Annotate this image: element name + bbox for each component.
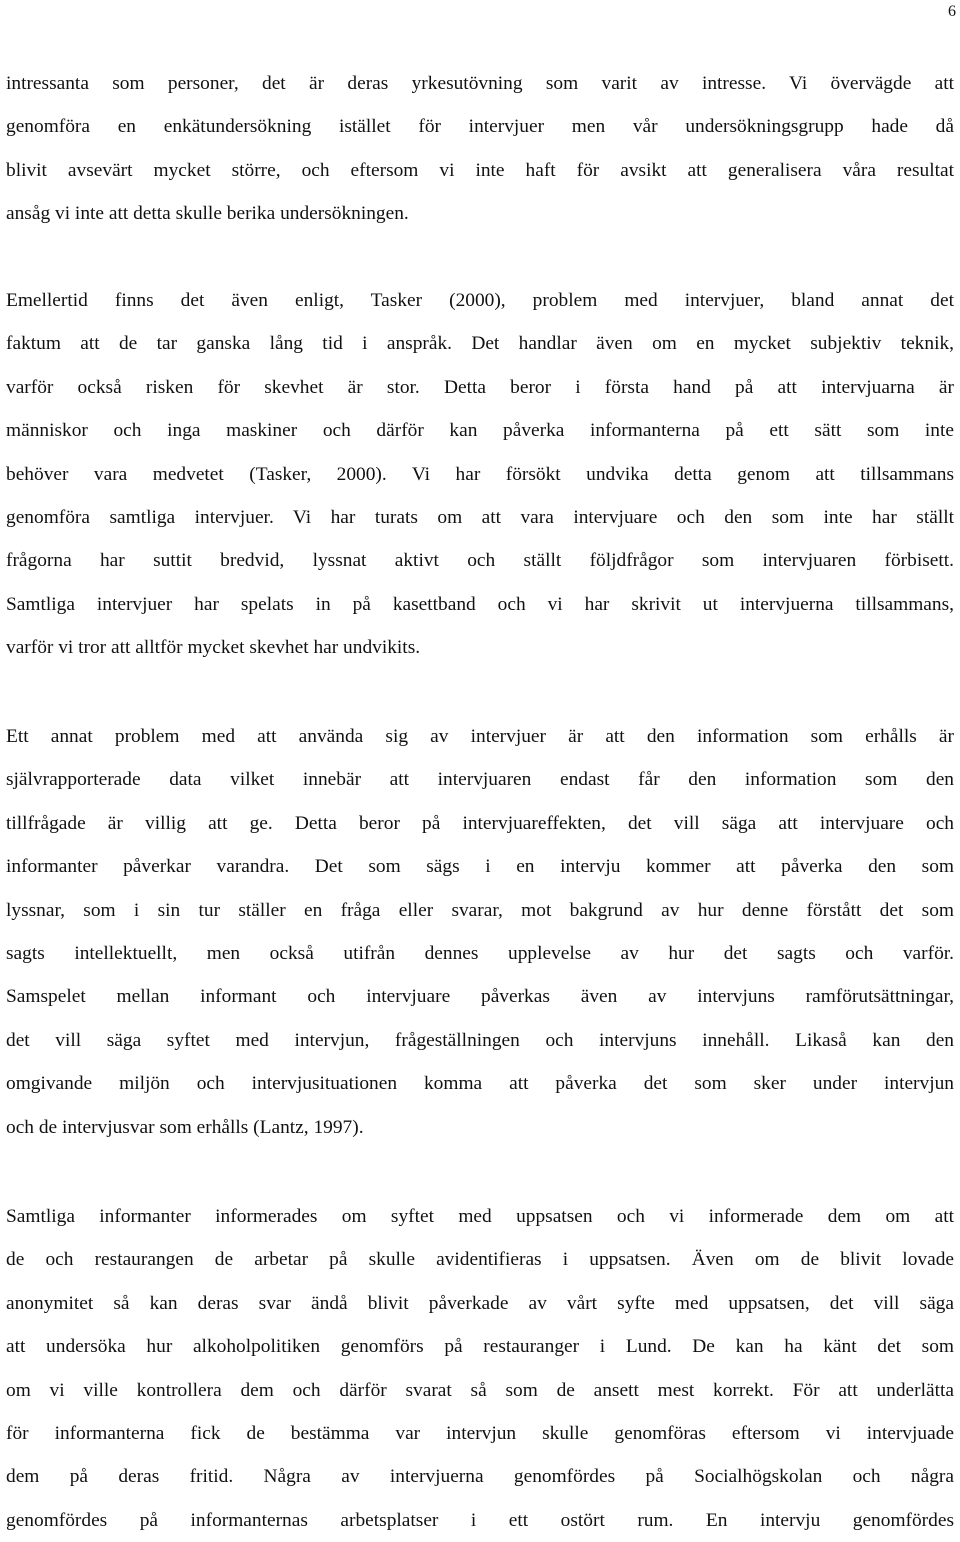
text-line: omgivande miljön och intervjusituationen komma att påverka det som sker under intervjun	[6, 1073, 954, 1095]
text-line: människor och inga maskiner och därför kan påverka informanterna på ett sätt som inte	[6, 420, 954, 442]
text-line: frågorna har suttit bredvid, lyssnat aktivt och ställt följdfrågor som intervjuaren förbisett.	[6, 550, 954, 572]
text-line: Samtliga intervjuer har spelats in på kasettband och vi har skrivit ut intervjuerna tillsammans,	[6, 593, 954, 615]
text-line: om vi ville kontrollera dem och därför svarat så som de ansett mest korrekt. För att underlätta	[6, 1379, 954, 1401]
text-line: för informanterna fick de bestämma var intervjun skulle genomföras eftersom vi intervjuade	[6, 1422, 954, 1444]
paragraph-2	[6, 279, 954, 670]
text-line: Ett annat problem med att använda sig av intervjuer är att den information som erhålls är	[6, 726, 954, 747]
text-line: självrapporterade data vilket innebär att intervjuaren endast får den information som den	[6, 769, 954, 791]
text-line: sagts intellektuellt, men också utifrån dennes upplevelse av hur det sagts och varför.	[6, 942, 954, 964]
paragraph-4	[6, 1195, 954, 1542]
text-line: Emellertid finns det även enligt, Tasker (2000), problem med intervjuer, bland annat det	[6, 290, 954, 311]
text-line: varför också risken för skevhet är stor. Detta beror i första hand på att intervjuarna är	[6, 376, 954, 398]
text-line: dem på deras fritid. Några av intervjuerna genomfördes på Socialhögskolan och några	[6, 1466, 954, 1488]
text-line: varför vi tror att alltför mycket skevhet har undvikits.	[6, 637, 421, 659]
text-line: lyssnar, som i sin tur ställer en fråga eller svarar, mot bakgrund av hur denne förstått det som	[6, 899, 954, 921]
text-line: ansåg vi inte att detta skulle berika undersökningen.	[6, 203, 409, 225]
text-line: blivit avsevärt mycket större, och eftersom vi inte haft för avsikt att generalisera våra resultat	[6, 159, 954, 181]
text-line: det vill säga syftet med intervjun, frågeställningen och intervjuns innehåll. Likaså kan den	[6, 1029, 954, 1051]
text-line: genomföra samtliga intervjuer. Vi har turats om att vara intervjuare och den som inte har ställt	[6, 506, 954, 528]
text-line: de och restaurangen de arbetar på skulle avidentifieras i uppsatsen. Även om de blivit lovade	[6, 1249, 954, 1271]
text-line: Samspelet mellan informant och intervjuare påverkas även av intervjuns ramförutsättningar,	[6, 986, 954, 1008]
text-line: att undersöka hur alkoholpolitiken genomförs på restauranger i Lund. De kan ha känt det som	[6, 1336, 954, 1358]
text-line: anonymitet så kan deras svar ändå blivit påverkade av vårt syfte med uppsatsen, det vill säga	[6, 1292, 954, 1314]
text-line: och de intervjusvar som erhålls (Lantz, 1997).	[6, 1116, 364, 1138]
text-line: behöver vara medvetet (Tasker, 2000). Vi har försökt undvika detta genom att tillsammans	[6, 463, 954, 485]
paragraph-3	[6, 715, 954, 1149]
text-line: informanter påverkar varandra. Det som sägs i en intervju kommer att påverka den som	[6, 856, 954, 878]
text-line: genomfördes på informanternas arbetsplatser i ett ostört rum. En intervju genomfördes	[6, 1509, 954, 1531]
text-line: intressanta som personer, det är deras yrkesutövning som varit av intresse. Vi övervägde att	[6, 73, 954, 94]
text-line: faktum att de tar ganska lång tid i anspråk. Det handlar även om en mycket subjektiv teknik,	[6, 333, 954, 355]
text-line: Samtliga informanter informerades om syftet med uppsatsen och vi informerade dem om att	[6, 1206, 954, 1227]
text-line: genomföra en enkätundersökning istället för intervjuer men vår undersökningsgrupp hade då	[6, 116, 954, 138]
text-line: tillfrågade är villig att ge. Detta beror på intervjuareffekten, det vill säga att intervjuare och	[6, 812, 954, 834]
paragraph-1	[6, 62, 954, 236]
page-number: 6	[948, 3, 956, 20]
